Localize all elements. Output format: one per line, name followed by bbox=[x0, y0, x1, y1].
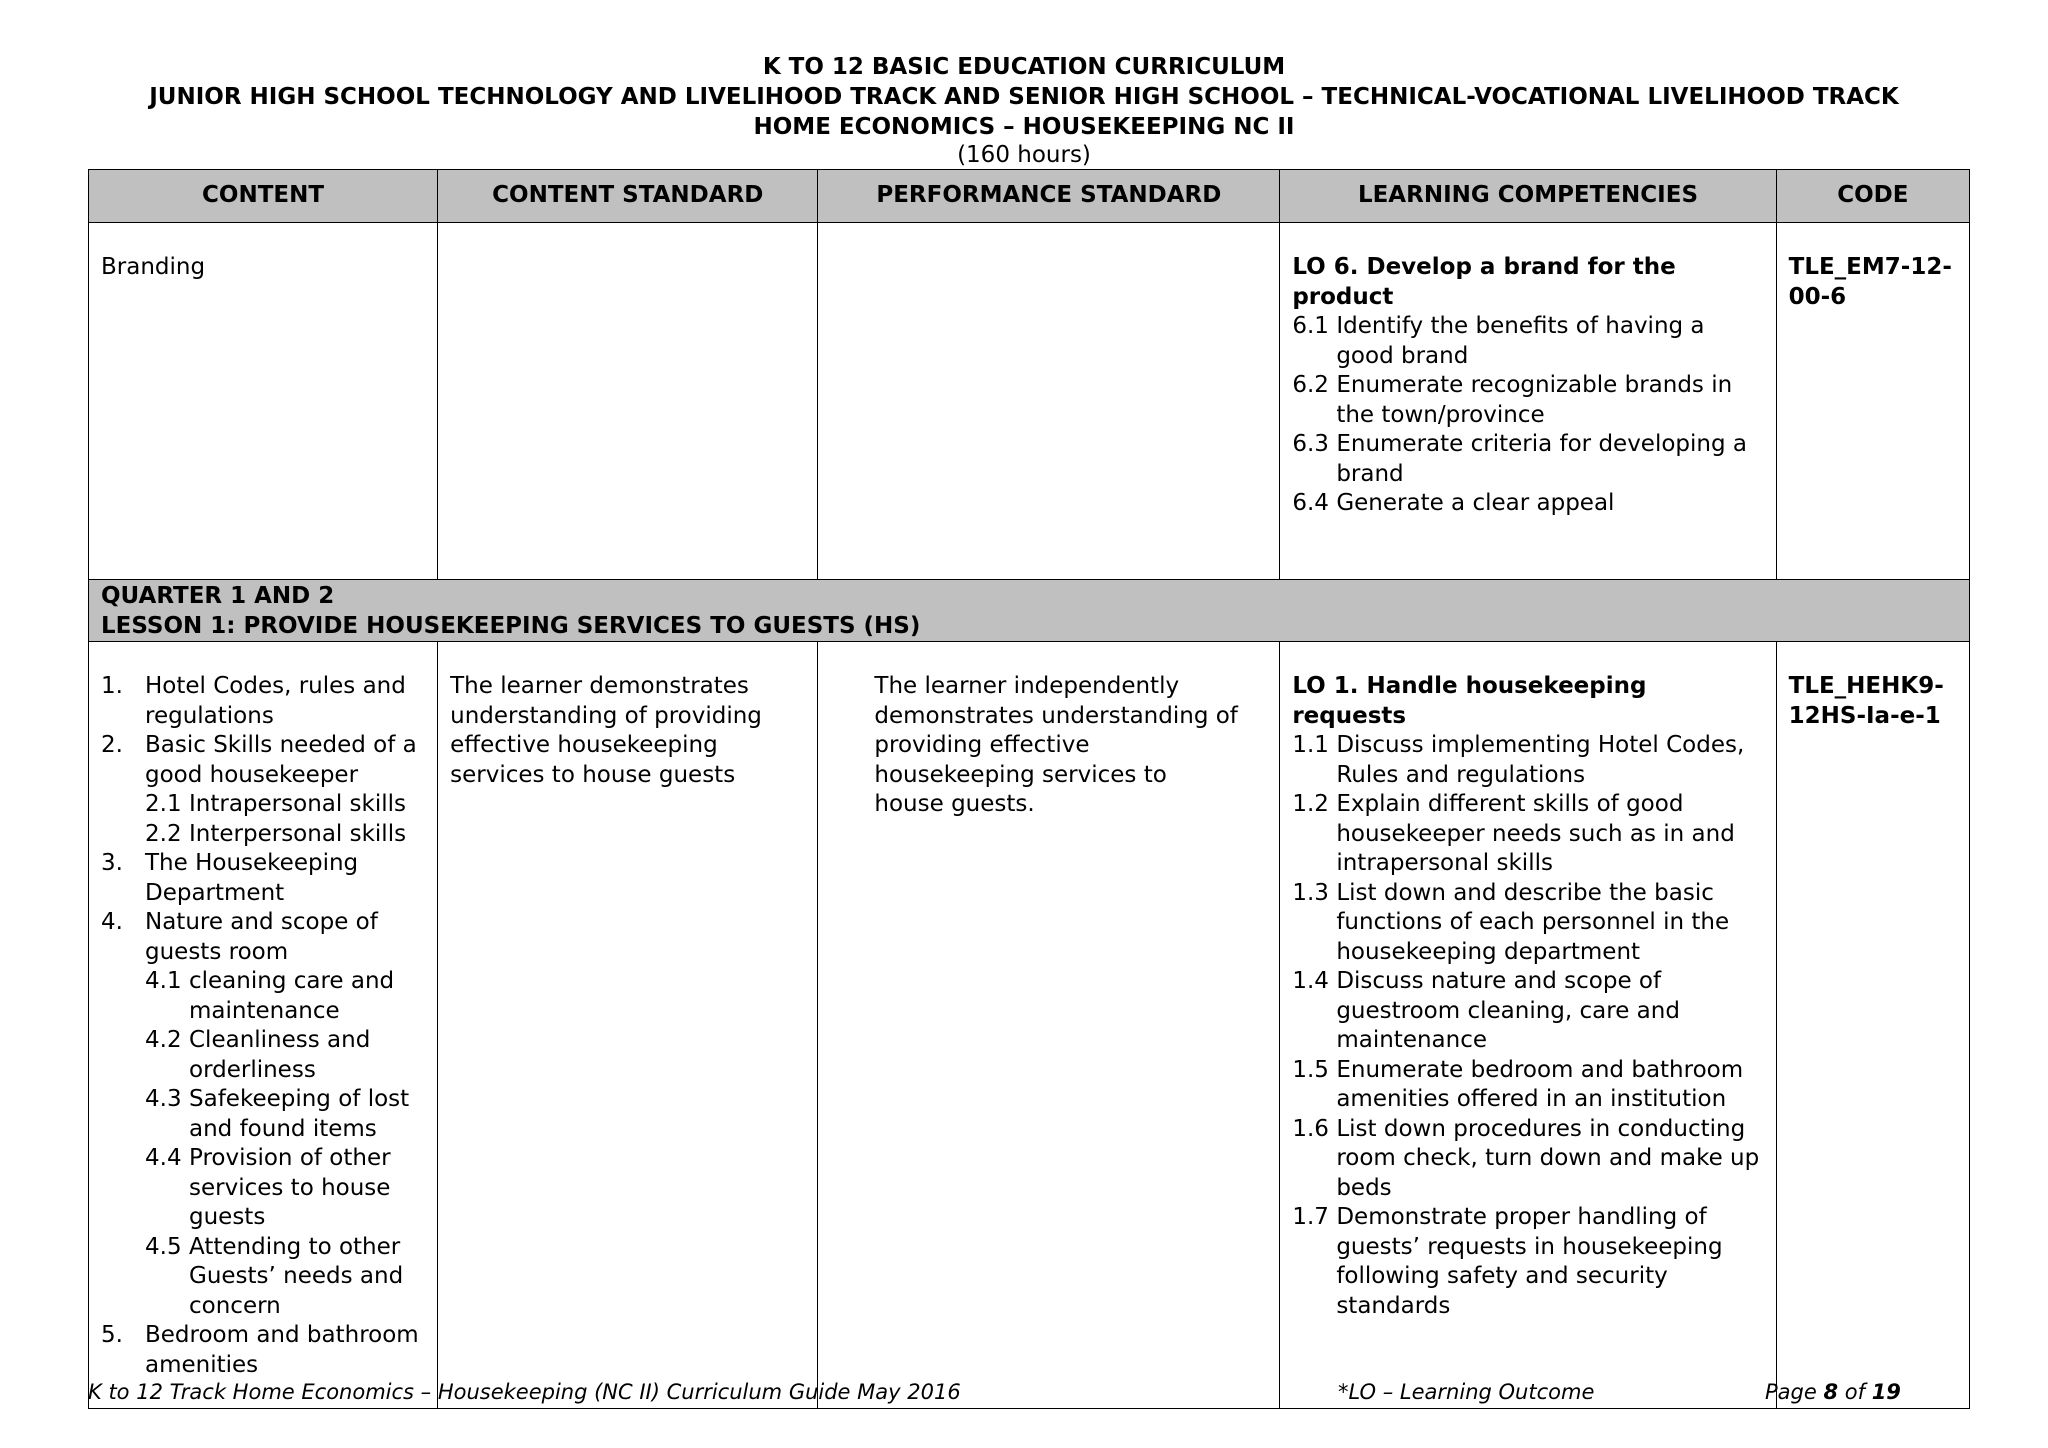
branding-content-standard-cell bbox=[438, 223, 818, 580]
content-subitem: 4.5 Attending to other Guests’ needs and concern bbox=[145, 1233, 404, 1319]
content-item: 4. Nature and scope of guests room bbox=[101, 909, 378, 965]
branding-code-cell bbox=[1776, 223, 1969, 580]
column-header-learning-competencies: LEARNING COMPETENCIES bbox=[1280, 170, 1776, 223]
competency-item: 1.5 Enumerate bedroom and bathroom amenities offered in an institution bbox=[1292, 1056, 1744, 1112]
lesson-lo-title: LO 1. Handle housekeeping requests bbox=[1292, 673, 1647, 729]
lesson-title: LESSON 1: PROVIDE HOUSEKEEPING SERVICES TO GUESTS (HS) bbox=[101, 612, 921, 639]
lesson-content-standard-cell bbox=[438, 642, 818, 1409]
column-header-code: CODE bbox=[1776, 170, 1969, 223]
table-row-lesson-1 bbox=[89, 642, 1970, 1409]
competency-item: 1.7 Demonstrate proper handling of guests’ requests in housekeeping following safety and security standards bbox=[1292, 1204, 1723, 1319]
competency-item: 6.4 Generate a clear appeal bbox=[1292, 490, 1615, 516]
column-header-content-standard: CONTENT STANDARD bbox=[438, 170, 818, 223]
performance-standard-text: The learner independently demonstrates understanding of providing effective housekeeping services to house guests. bbox=[874, 673, 1238, 817]
branding-content-cell bbox=[89, 223, 438, 580]
document-header bbox=[0, 52, 2048, 168]
footer-page-number: Page 8 of 19 bbox=[1765, 1380, 1901, 1404]
competency-item: 1.1 Discuss implementing Hotel Codes, Rules and regulations bbox=[1292, 732, 1745, 788]
competency-item: 1.4 Discuss nature and scope of guestroom cleaning, care and maintenance bbox=[1292, 968, 1680, 1053]
lesson-performance-standard-cell bbox=[818, 642, 1280, 1409]
lesson-competencies-cell bbox=[1280, 642, 1776, 1409]
table-row-quarter bbox=[89, 580, 1970, 642]
competency-item: 6.3 Enumerate criteria for developing a brand bbox=[1292, 431, 1747, 487]
content-item: 5. Bedroom and bathroom amenities bbox=[101, 1322, 419, 1378]
content-item: 1. Hotel Codes, rules and regulations bbox=[101, 673, 406, 729]
header-line-2: JUNIOR HIGH SCHOOL TECHNOLOGY AND LIVELIHOOD TRACK AND SENIOR HIGH SCHOOL – TECHNICAL-VOCATIONAL LIVELIHOOD TRACK bbox=[149, 84, 1899, 110]
content-subitem: 2.1 Intrapersonal skills bbox=[145, 791, 407, 817]
lesson-content-cell bbox=[89, 642, 438, 1409]
competency-item: 1.2 Explain different skills of good housekeeper needs such as in and intrapersonal skills bbox=[1292, 791, 1735, 876]
content-subitem: 2.2 Interpersonal skills bbox=[145, 820, 407, 847]
competency-item: 6.2 Enumerate recognizable brands in the town/province bbox=[1292, 372, 1733, 428]
competency-item: 1.6 List down procedures in conducting room check, turn down and make up beds bbox=[1292, 1115, 1760, 1201]
branding-code: TLE_EM7-12-00-6 bbox=[1788, 254, 1952, 310]
page-current: 8 bbox=[1823, 1380, 1839, 1404]
content-item: 3. The Housekeeping Department bbox=[101, 850, 359, 906]
content-subitem: 4.2 Cleanliness and orderliness bbox=[145, 1027, 371, 1083]
competency-item: 1.3 List down and describe the basic functions of each personnel in the housekeeping department bbox=[1292, 879, 1730, 965]
content-standard-text: The learner demonstrates understanding of providing effective housekeeping services to house guests bbox=[450, 673, 762, 788]
branding-competencies-cell bbox=[1280, 223, 1776, 580]
header-line-3: HOME ECONOMICS – HOUSEKEEPING NC II bbox=[753, 114, 1295, 140]
curriculum-table bbox=[88, 169, 1970, 1409]
lesson-code-cell bbox=[1776, 642, 1969, 1409]
content-subitem: 4.4 Provision of other services to house guests bbox=[145, 1145, 391, 1230]
page-total: 19 bbox=[1871, 1380, 1901, 1404]
table-row-branding bbox=[89, 223, 1970, 580]
content-item: 2. Basic Skills needed of a good housekeeper bbox=[101, 732, 417, 788]
quarter-title: QUARTER 1 AND 2 bbox=[101, 583, 335, 609]
column-header-performance-standard: PERFORMANCE STANDARD bbox=[818, 170, 1280, 223]
lesson-code: TLE_HEHK9-12HS-Ia-e-1 bbox=[1788, 673, 1944, 729]
header-hours: (160 hours) bbox=[957, 142, 1091, 168]
footer-lo-note: *LO – Learning Outcome bbox=[1338, 1380, 1595, 1404]
column-header-content: CONTENT bbox=[89, 170, 438, 223]
footer-guide-title: K to 12 Track Home Economics – Housekeeping (NC II) Curriculum Guide May 2016 bbox=[88, 1380, 961, 1404]
content-subitem: 4.3 Safekeeping of lost and found items bbox=[145, 1086, 410, 1142]
branding-content: Branding bbox=[101, 254, 206, 280]
branding-performance-standard-cell bbox=[818, 223, 1280, 580]
content-subitem: 4.1 cleaning care and maintenance bbox=[145, 968, 395, 1024]
competency-item: 6.1 Identify the benefits of having a good brand bbox=[1292, 313, 1705, 369]
quarter-lesson-banner bbox=[89, 580, 1970, 642]
branding-lo-title: LO 6. Develop a brand for the product bbox=[1292, 254, 1676, 310]
header-line-1: K TO 12 BASIC EDUCATION CURRICULUM bbox=[762, 54, 1286, 80]
table-header-row bbox=[89, 170, 1970, 223]
